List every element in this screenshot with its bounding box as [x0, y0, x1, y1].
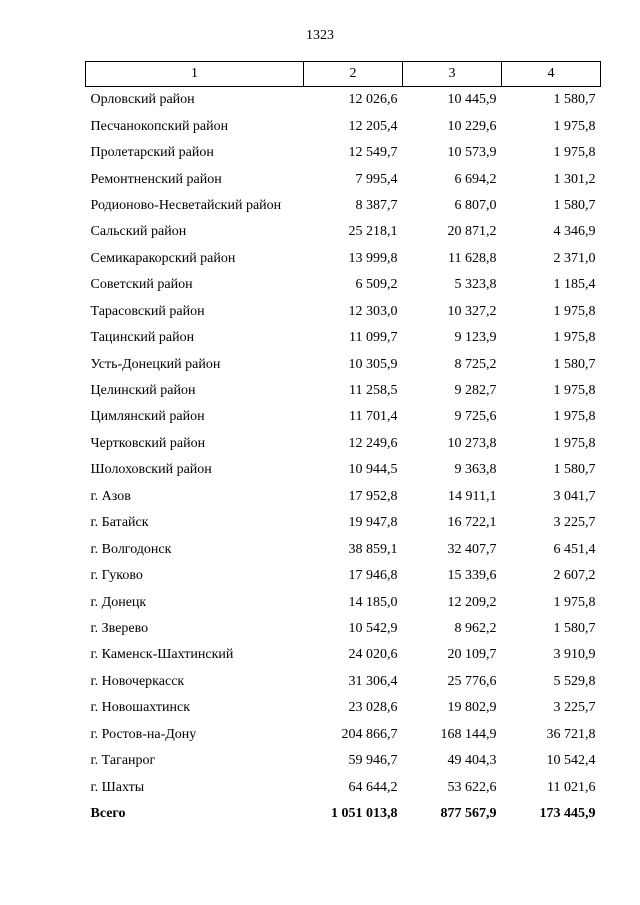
table-row: [86, 299, 601, 325]
value-cell-col4: 1 301,2: [553, 171, 596, 187]
value-cell-col3: 25 776,6: [447, 673, 497, 689]
value-cell-col2: 19 947,8: [348, 515, 398, 531]
table-row: [86, 642, 601, 668]
value-cell-col2: 8 387,7: [355, 197, 398, 213]
table-row: [86, 457, 601, 483]
row-name-cell: Родионово-Несветайский район: [90, 197, 282, 213]
table-row: [86, 563, 601, 589]
table-row: [86, 484, 601, 510]
value-cell-col2: 17 946,8: [348, 568, 398, 584]
row-name-cell: г. Батайск: [90, 515, 149, 531]
table-header: [86, 62, 601, 87]
value-cell-col2: 10 542,9: [348, 620, 398, 636]
value-cell-col4: 1 975,8: [553, 594, 596, 610]
row-name-cell: Орловский район: [90, 92, 195, 108]
value-cell-col2: 11 099,7: [349, 330, 398, 346]
value-cell-col2: 23 028,6: [348, 700, 398, 716]
value-cell-col3: 16 722,1: [447, 515, 497, 531]
table-row: [86, 616, 601, 642]
value-cell-col2: 12 249,6: [348, 435, 398, 451]
table-row: [86, 246, 601, 272]
value-cell-col4: 3 225,7: [553, 700, 596, 716]
table-row: [86, 404, 601, 430]
value-cell-col2: 12 303,0: [348, 303, 398, 319]
value-cell-col4: 2 371,0: [553, 250, 596, 266]
value-cell-col3: 9 725,6: [454, 409, 497, 425]
value-cell-col2: 14 185,0: [348, 594, 398, 610]
value-cell-col2: 12 549,7: [348, 145, 398, 161]
value-cell-col2: 25 218,1: [348, 224, 398, 240]
value-cell-col4: 1 975,8: [553, 303, 596, 319]
value-cell-col4: 5 529,8: [553, 673, 596, 689]
table-row: [86, 166, 601, 192]
header-cell-3: 3: [403, 62, 502, 87]
value-cell-col2: 31 306,4: [348, 673, 398, 689]
table-row: [86, 669, 601, 695]
table-row: [86, 774, 601, 800]
value-cell-col2: 12 205,4: [348, 118, 398, 134]
value-cell-col4: 36 721,8: [546, 726, 596, 742]
row-name-cell: Цимлянский район: [90, 409, 205, 425]
value-cell-col4: 1 975,8: [553, 435, 596, 451]
value-cell-col4: 173 445,9: [539, 806, 596, 822]
table-row: [86, 695, 601, 721]
value-cell-col4: 2 607,2: [553, 568, 596, 584]
row-name-cell: г. Донецк: [90, 594, 147, 610]
value-cell-col3: 49 404,3: [447, 753, 497, 769]
value-cell-col4: 1 185,4: [553, 277, 596, 293]
value-cell-col3: 8 725,2: [454, 356, 497, 372]
value-cell-col2: 10 944,5: [348, 462, 398, 478]
value-cell-col3: 10 445,9: [447, 92, 497, 108]
table-row: [86, 431, 601, 457]
row-name-cell: Шолоховский район: [90, 462, 212, 478]
header-cell-1: 1: [86, 62, 304, 87]
row-name-cell: г. Таганрог: [90, 753, 156, 769]
value-cell-col3: 9 282,7: [454, 383, 497, 399]
table-row: [86, 536, 601, 562]
table-row: [86, 589, 601, 615]
table-row: [86, 351, 601, 377]
table-row: [86, 510, 601, 536]
value-cell-col2: 64 644,2: [348, 779, 398, 795]
value-cell-col2: 59 946,7: [348, 753, 398, 769]
value-cell-col3: 877 567,9: [440, 806, 497, 822]
table-row: [86, 219, 601, 245]
value-cell-col4: 4 346,9: [553, 224, 596, 240]
row-name-cell: г. Новошахтинск: [90, 700, 191, 716]
value-cell-col4: 1 975,8: [553, 118, 596, 134]
value-cell-col4: 3 041,7: [553, 488, 596, 504]
row-name-cell: г. Гуково: [90, 568, 143, 584]
value-cell-col4: 1 580,7: [553, 620, 596, 636]
value-cell-col4: 1 975,8: [553, 330, 596, 346]
value-cell-col3: 53 622,6: [447, 779, 497, 795]
total-row: [86, 801, 601, 827]
value-cell-col3: 11 628,8: [448, 250, 497, 266]
row-name-cell: Ремонтненский район: [90, 171, 222, 187]
value-cell-col2: 17 952,8: [348, 488, 398, 504]
data-table: [85, 61, 601, 827]
row-name-cell: г. Каменск-Шахтинский: [90, 647, 234, 663]
value-cell-col4: 3 225,7: [553, 515, 596, 531]
table-row: [86, 378, 601, 404]
value-cell-col3: 15 339,6: [447, 568, 497, 584]
value-cell-col2: 6 509,2: [355, 277, 398, 293]
table-row: [86, 748, 601, 774]
row-name-cell: г. Новочеркасск: [90, 673, 185, 689]
row-name-cell: г. Волгодонск: [90, 541, 172, 557]
value-cell-col3: 9 363,8: [454, 462, 497, 478]
row-name-cell: г. Ростов-на-Дону: [90, 726, 197, 742]
value-cell-col2: 1 051 013,8: [331, 806, 398, 822]
row-name-cell: Чертковский район: [90, 435, 206, 451]
value-cell-col4: 1 580,7: [553, 92, 596, 108]
value-cell-col2: 204 866,7: [341, 726, 398, 742]
row-name-cell: Пролетарский район: [90, 145, 214, 161]
value-cell-col2: 7 995,4: [355, 171, 398, 187]
value-cell-col2: 11 701,4: [349, 409, 398, 425]
table-row: [86, 87, 601, 114]
row-name-cell: Сальский район: [90, 224, 187, 240]
row-name-cell: г. Азов: [90, 488, 131, 504]
value-cell-col3: 12 209,2: [447, 594, 497, 610]
row-name-cell: Песчанокопский район: [90, 118, 229, 134]
value-cell-col3: 10 573,9: [447, 145, 497, 161]
table-row: [86, 272, 601, 298]
table-body: [86, 87, 601, 828]
row-name-cell: г. Шахты: [90, 779, 145, 795]
value-cell-col3: 10 273,8: [447, 435, 497, 451]
row-name-cell: Семикаракорский район: [90, 250, 236, 266]
table-row: [86, 325, 601, 351]
value-cell-col4: 3 910,9: [553, 647, 596, 663]
row-name-cell: Советский район: [90, 277, 193, 293]
page-number: 1323: [306, 28, 334, 43]
value-cell-col3: 10 327,2: [447, 303, 497, 319]
value-cell-col4: 1 975,8: [553, 145, 596, 161]
row-name-cell: Целинский район: [90, 383, 196, 399]
value-cell-col4: 1 975,8: [553, 383, 596, 399]
table-row: [86, 113, 601, 139]
value-cell-col4: 10 542,4: [546, 753, 596, 769]
value-cell-col4: 1 580,7: [553, 356, 596, 372]
value-cell-col3: 6 807,0: [454, 197, 497, 213]
value-cell-col4: 6 451,4: [553, 541, 596, 557]
table-row: [86, 193, 601, 219]
value-cell-col3: 8 962,2: [454, 620, 497, 636]
row-name-cell: Всего: [90, 806, 126, 822]
value-cell-col3: 10 229,6: [447, 118, 497, 134]
value-cell-col3: 19 802,9: [447, 700, 497, 716]
value-cell-col3: 6 694,2: [454, 171, 497, 187]
row-name-cell: Усть-Донецкий район: [90, 356, 221, 372]
value-cell-col3: 32 407,7: [447, 541, 497, 557]
value-cell-col4: 1 580,7: [553, 462, 596, 478]
value-cell-col4: 1 975,8: [553, 409, 596, 425]
value-cell-col4: 1 580,7: [553, 197, 596, 213]
value-cell-col3: 14 911,1: [448, 488, 497, 504]
value-cell-col4: 11 021,6: [547, 779, 596, 795]
value-cell-col2: 11 258,5: [349, 383, 398, 399]
value-cell-col2: 24 020,6: [348, 647, 398, 663]
table-row: [86, 140, 601, 166]
header-cell-4: 4: [502, 62, 601, 87]
row-name-cell: г. Зверево: [90, 620, 149, 636]
value-cell-col2: 13 999,8: [348, 250, 398, 266]
value-cell-col3: 5 323,8: [454, 277, 497, 293]
table-row: [86, 722, 601, 748]
value-cell-col3: 20 871,2: [447, 224, 497, 240]
header-row: [86, 62, 601, 87]
row-name-cell: Тарасовский район: [90, 303, 205, 319]
header-cell-2: 2: [304, 62, 403, 87]
value-cell-col2: 12 026,6: [348, 92, 398, 108]
value-cell-col2: 38 859,1: [348, 541, 398, 557]
value-cell-col3: 20 109,7: [447, 647, 497, 663]
value-cell-col2: 10 305,9: [348, 356, 398, 372]
value-cell-col3: 168 144,9: [440, 726, 497, 742]
value-cell-col3: 9 123,9: [454, 330, 497, 346]
row-name-cell: Тацинский район: [90, 330, 195, 346]
